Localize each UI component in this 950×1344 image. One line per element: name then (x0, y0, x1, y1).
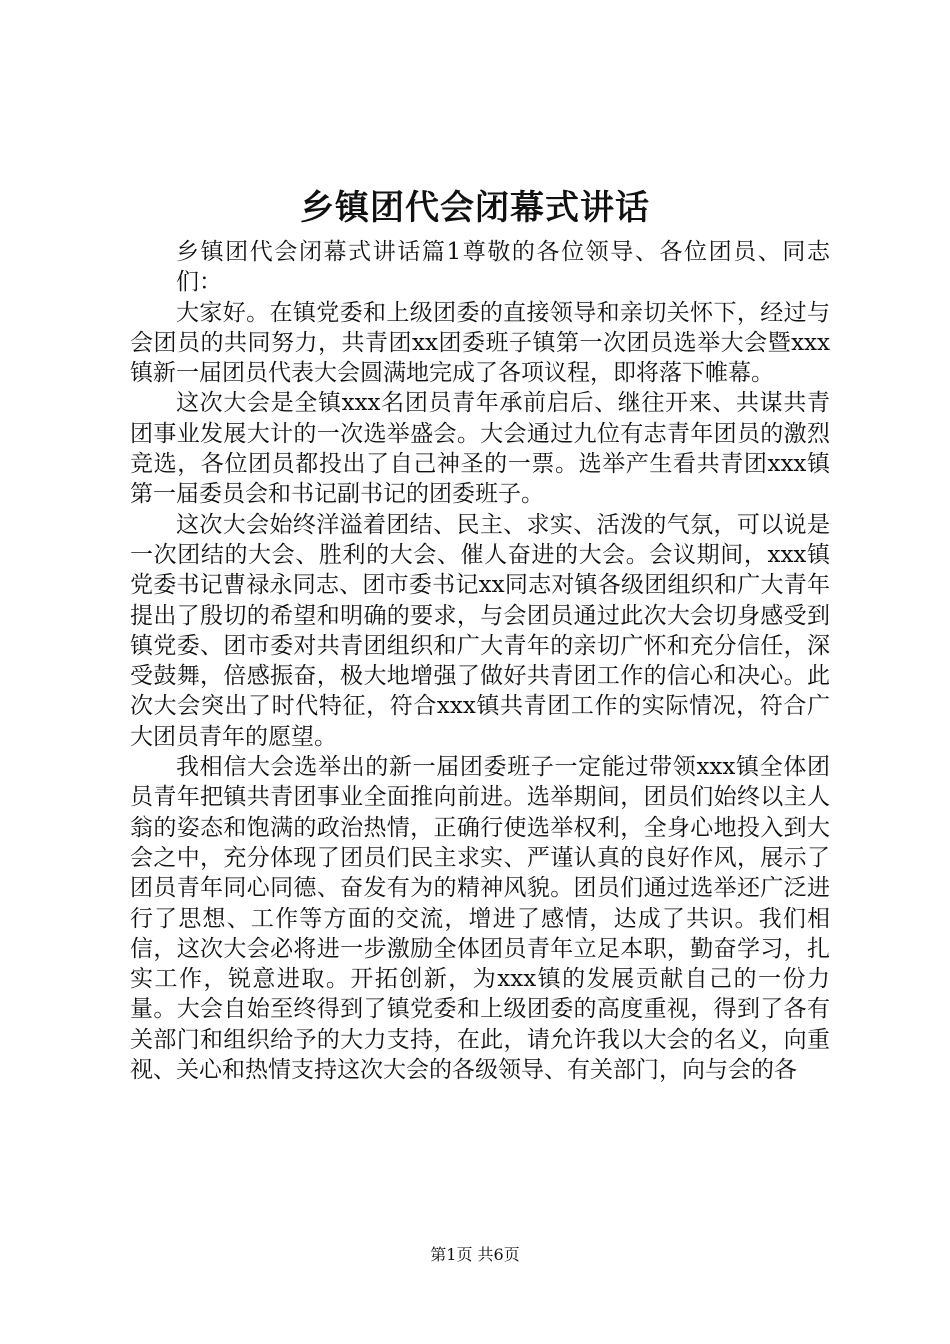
paragraph-election: 这次大会是全镇xxx名团员青年承前启后、继往开来、共谋共青团事业发展大计的一次选举盛会。大会通过九位有志青年团员的激烈竞选，各位团员都投出了自己神圣的一票。选举产生看共青团xxx镇第一届委员会和书记副书记的团委班子。 (130, 390, 830, 508)
page-number-footer: 第1页 共6页 (430, 1245, 520, 1264)
paragraph-atmosphere: 这次大会始终洋溢着团结、民主、求实、活泼的气氛，可以说是一次团结的大会、胜利的大会、催人奋进的大会。会议期间，xxx镇党委书记曹禄永同志、团市委书记xx同志对镇各级团组织和广大青年提出了殷切的希望和明确的要求，与会团员通过此次大会切身感受到镇党委、团市委对共青团组织和广大青年的亲切广怀和充分信任，深受鼓舞，倍感振奋，极大地增强了做好共青团工作的信心和决心。此次大会突出了时代特征，符合xxx镇共青团工作的实际情况，符合广大团员青年的愿望。 (130, 511, 830, 750)
paragraph-confidence: 我相信大会选举出的新一届团委班子一定能过带领xxx镇全体团员青年把镇共青团事业全面推向前进。选举期间，团员们始终以主人翁的姿态和饱满的政治热情，正确行使选举权利，全身心地投入到大会之中，充分体现了团员们民主求实、严谨认真的良好作风，展示了团员青年同心同德、奋发有为的精神风貌。团员们通过选举还广泛进行了思想、工作等方面的交流，增进了感情，达成了共识。我们相信，这次大会必将进一步激励全体团员青年立足本职，勤奋学习，扎实工作，锐意进取。开拓创新，为xxx镇的发展贡献自己的一份力量。大会自始至终得到了镇党委和上级团委的高度重视，得到了各有关部门和组织给予的大力支持，在此，请允许我以大会的名义，向重视、关心和热情支持这次大会的各级领导、有关部门，向与会的各 (130, 754, 830, 1084)
document-title: 乡镇团代会闭幕式讲话 (300, 188, 650, 228)
paragraph-greeting: 乡镇团代会闭幕式讲话篇1尊敬的各位领导、各位团员、同志们： (176, 239, 830, 296)
document-body (130, 237, 830, 1085)
paragraph-opening: 大家好。在镇党委和上级团委的直接领导和亲切关怀下，经过与会团员的共同努力，共青团xx团委班子镇第一次团员选举大会暨xxx镇新一届团员代表大会圆满地完成了各项议程，即将落下帷幕。 (130, 299, 830, 387)
